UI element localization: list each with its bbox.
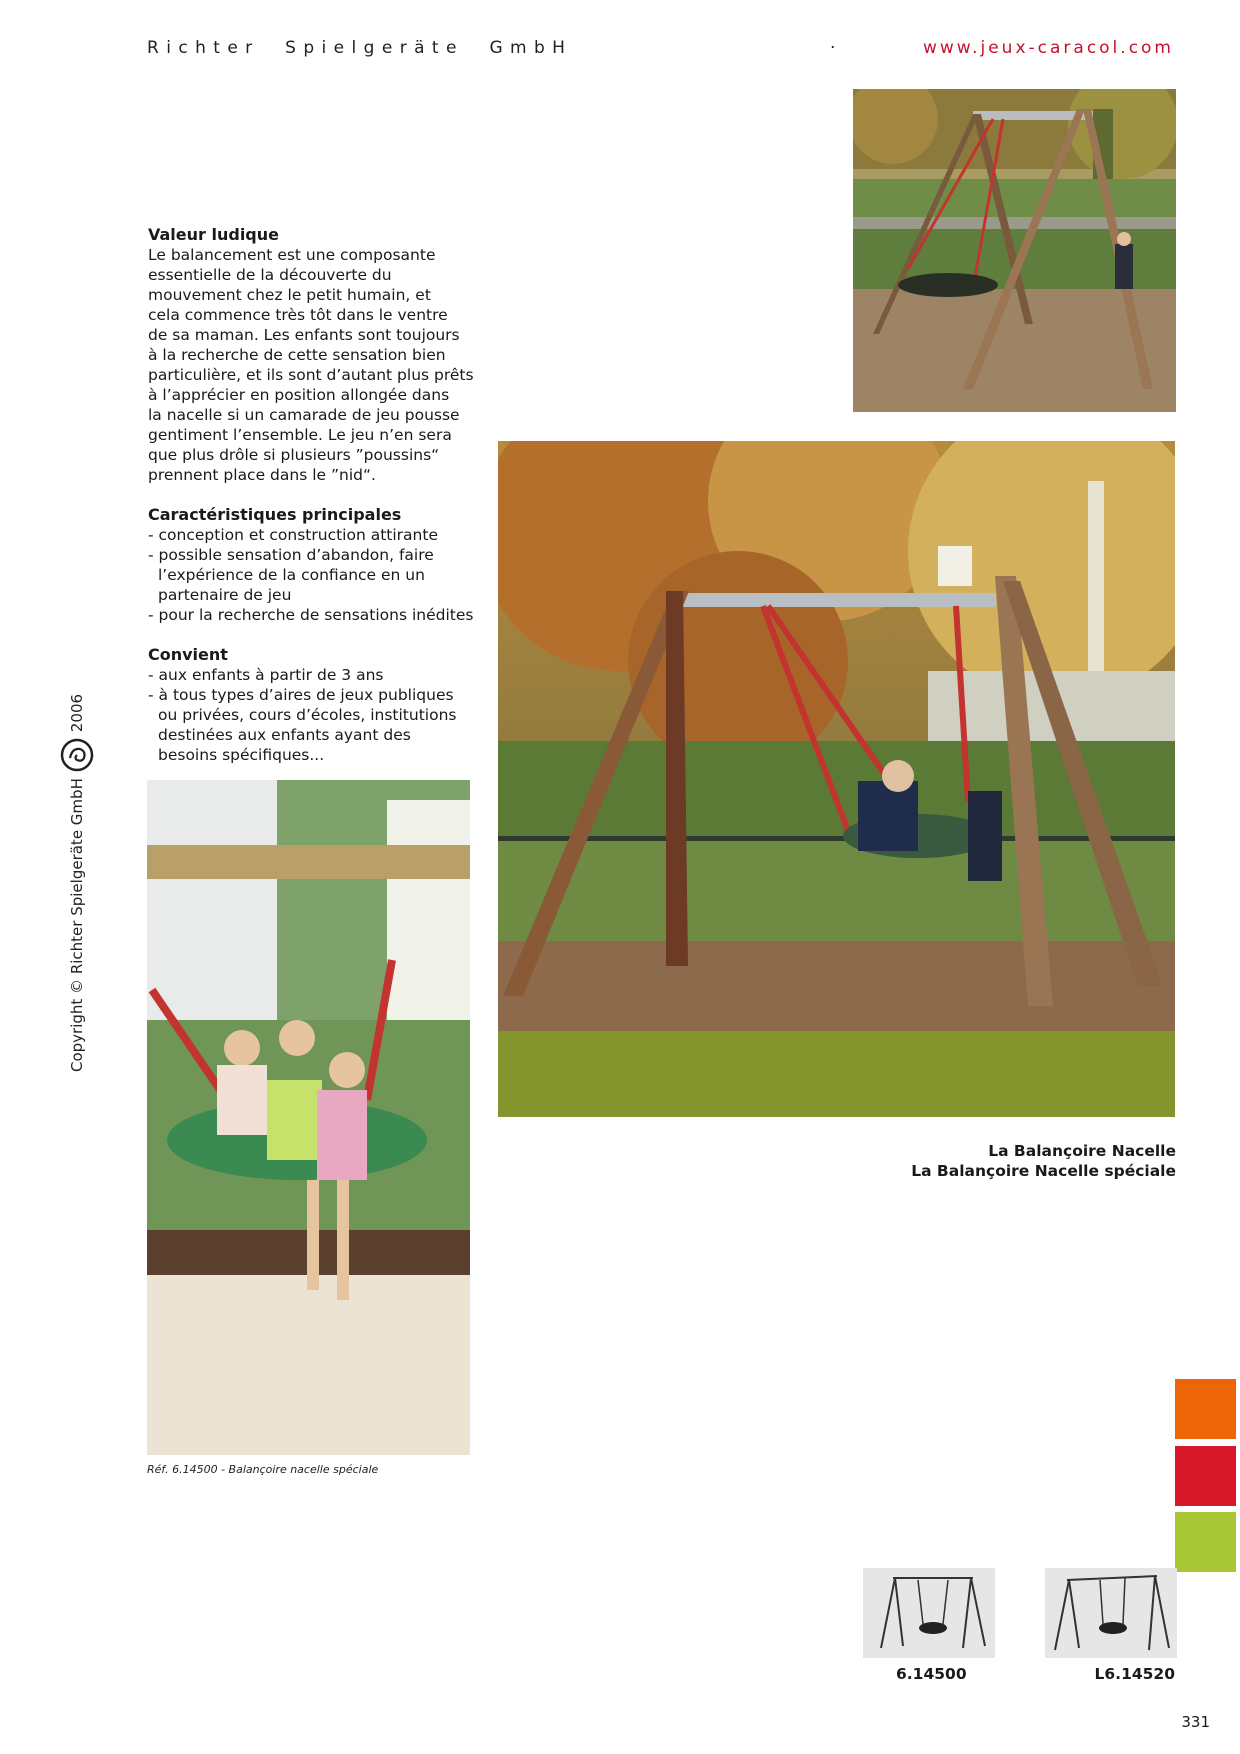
caption-line-1: La Balançoire Nacelle (988, 1142, 1176, 1160)
color-tab-red[interactable] (1175, 1446, 1236, 1506)
product-ref-14520: L6.14520 (1094, 1665, 1175, 1683)
list-item: - aux enfants à partir de 3 ans (148, 666, 384, 684)
product-thumbnail-14520 (1045, 1568, 1177, 1658)
section-heading-convient: Convient (148, 645, 228, 664)
photo-children-swing (147, 780, 470, 1455)
main-caption (911, 1141, 1176, 1181)
section-text-valeur: Le balancement est une composante essentielle de la découverte du mouvement chez le petit humain, et cela commence très tôt dans le ventre de sa maman. Les enfants sont toujours à la recherche de cette sensation bien particulière, et ils sont d’autant plus prêts à l’apprécier en position allongée dans la nacelle si un camarade de jeu pousse gentiment l’ensemble. Le jeu n’en sera que plus drôle si plusieurs ”poussins“ prennent place dans le ”nid“. (148, 246, 474, 484)
copyright-year: 2006 (68, 693, 86, 733)
description-column (148, 225, 488, 765)
list-item: - pour la recherche de sensations inédites (148, 606, 474, 624)
section-heading-valeur: Valeur ludique (148, 225, 279, 244)
snail-logo-icon (60, 738, 94, 772)
list-item: - conception et construction attirante (148, 526, 438, 544)
copyright-text: Copyright © Richter Spielgeräte GmbH (68, 778, 86, 1072)
header-url-link[interactable]: www.jeux-caracol.com (922, 38, 1174, 58)
list-item: - à tous types d’aires de jeux publiques ou privées, cours d’écoles, institutions destinées aux enfants ayant des besoins spécifiques... (148, 686, 457, 764)
header-company: Richter Spielgeräte GmbH (147, 38, 573, 58)
photo-swing-main (498, 441, 1175, 1117)
list-item: - possible sensation d’abandon, faire l’expérience de la confiance en un partenaire de jeu (148, 546, 434, 604)
photo-swing-small (853, 89, 1176, 412)
copyright-vertical (60, 694, 94, 1072)
product-ref-14500: 6.14500 (896, 1665, 967, 1683)
photo-reference-caption: Réf. 6.14500 - Balançoire nacelle spéciale (147, 1463, 379, 1476)
product-thumbnail-14500 (863, 1568, 995, 1658)
page-number: 331 (1181, 1713, 1210, 1731)
caption-line-2: La Balançoire Nacelle spéciale (911, 1162, 1176, 1180)
header-separator: · (830, 38, 836, 58)
color-tab-green[interactable] (1175, 1512, 1236, 1572)
section-heading-caracteristiques: Caractéristiques principales (148, 505, 402, 524)
color-tab-orange[interactable] (1175, 1379, 1236, 1439)
